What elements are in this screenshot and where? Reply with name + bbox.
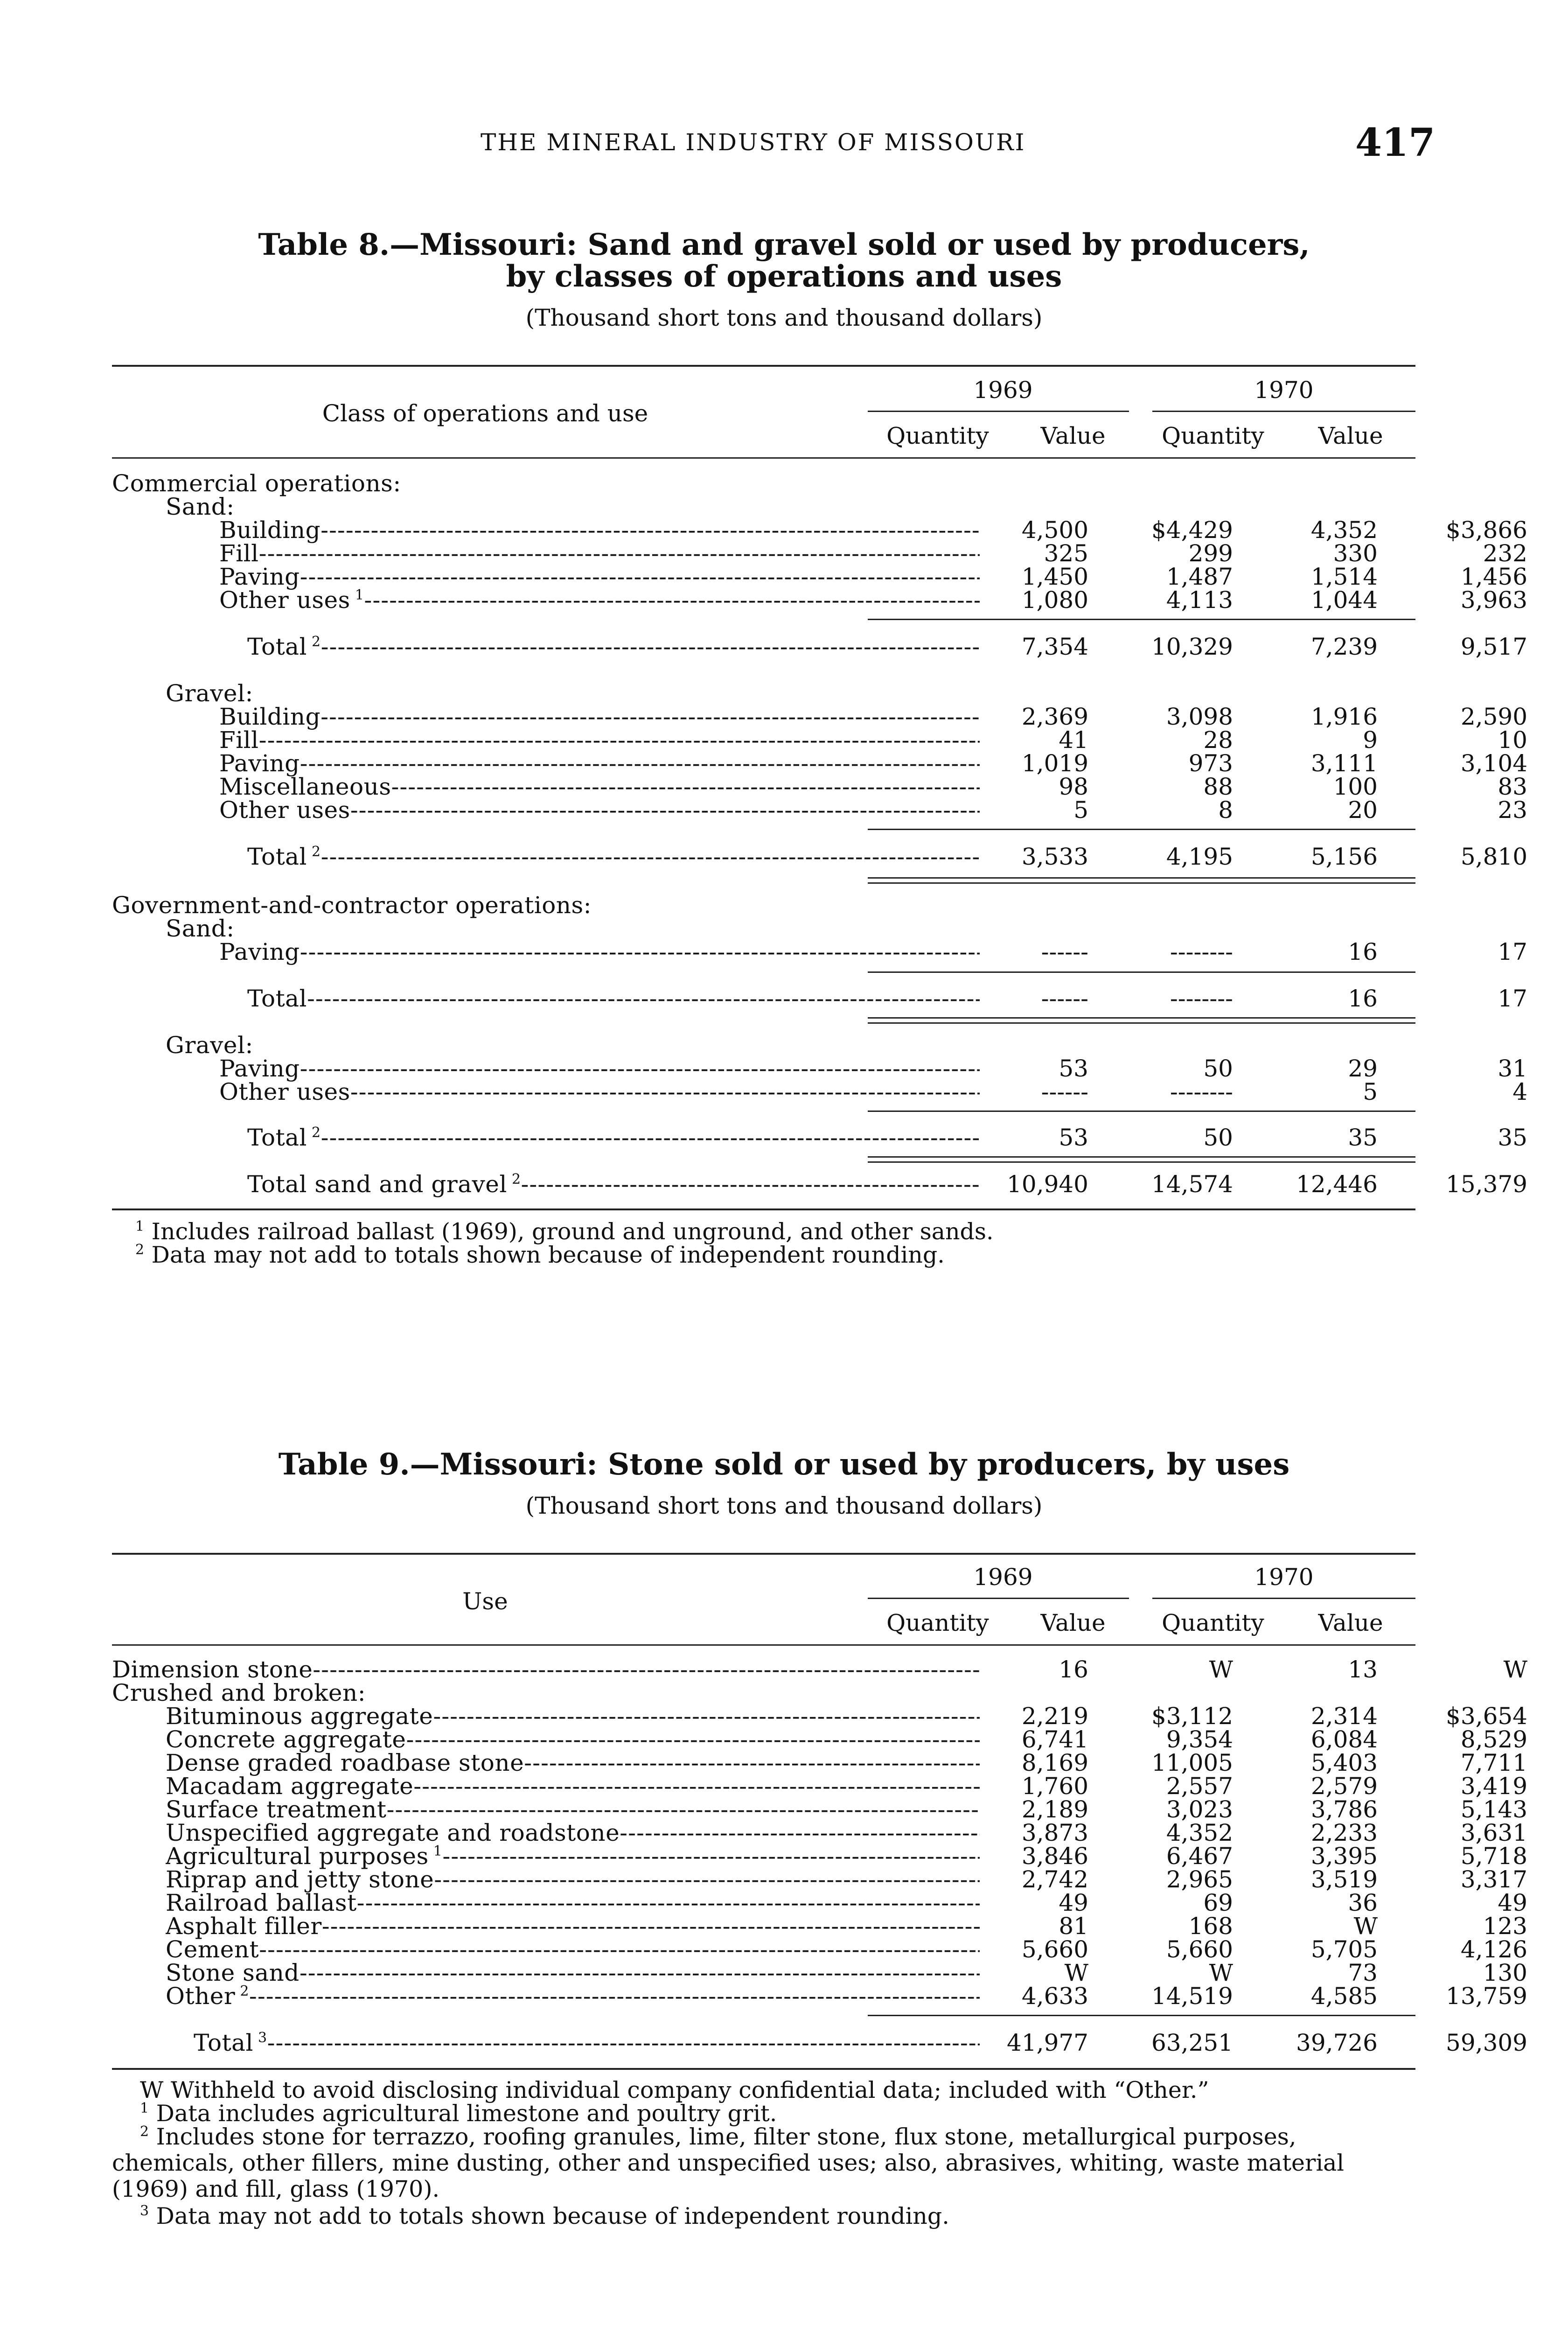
- table9-row: Macadam aggregate ----- 1,760 2,557 2,579 3,419: [112, 1773, 1415, 1799]
- table8-row: Other uses $^1$ ----- 1,080 4,113 1,044 3,963: [112, 587, 1415, 613]
- table9-row: Unspecified aggregate and roadstone ----- 3,873 4,352 2,233 3,631: [112, 1820, 1415, 1846]
- table9-row: Surface treatment ----- 2,189 3,023 3,786 5,143: [112, 1796, 1415, 1823]
- table8-title-line1: Table 8.—Missouri: Sand and gravel sold or used by producers,: [258, 227, 1310, 262]
- table8-gov-sand-subtotal-rule: [868, 971, 1415, 973]
- table8-row: Other uses ----- 5 8 20 23: [112, 797, 1415, 823]
- table8-row: Paving ----- 53 50 29 31: [112, 1055, 1415, 1082]
- table8-header-rule: [112, 457, 1415, 459]
- table9-year-1969: 1969: [973, 1564, 1033, 1591]
- table9-bottom-rule: [112, 2068, 1415, 2070]
- table8-gov-gravel-double-rule: [868, 1156, 1415, 1163]
- table9-stub-head: Use: [462, 1588, 508, 1615]
- table9-row: Riprap and jetty stone ----- 2,742 2,965 3,519 3,317: [112, 1866, 1415, 1893]
- table8-section-commercial: Commercial operations:: [112, 470, 401, 496]
- table8-row-sand-total: Total $^2$ ----- 7,354 10,329 7,239 9,517: [112, 634, 1415, 660]
- table9-row-dimension: Dimension stone ----- 16 W 13 W: [112, 1656, 1415, 1683]
- table8-stub-head: Class of operations and use: [322, 400, 648, 427]
- table9-row: Cement ----- 5,660 5,660 5,705 4,126: [112, 1936, 1415, 1963]
- table8-row: Building ----- 4,500 $4,429 4,352 $3,866: [112, 517, 1415, 543]
- table9-footnote-1: $^1$ Data includes agricultural limestone and poultry grit.: [140, 2100, 777, 2127]
- table8-footnote-1: $^1$ Includes railroad ballast (1969), ground and unground, and other sands.: [135, 1218, 994, 1245]
- table8-bottom-rule: [112, 1208, 1415, 1210]
- table9-subtitle: (Thousand short tons and thousand dollars): [525, 1492, 1043, 1519]
- table8-row: Paving ----- 1,019 973 3,111 3,104: [112, 750, 1415, 776]
- table8-col-quantity-1969: Quantity: [886, 422, 989, 449]
- table9-col-quantity-1969: Quantity: [886, 1609, 989, 1636]
- table8-col-value-1969: Value: [1040, 422, 1106, 449]
- table8-row-grand-total: Total sand and gravel $^2$ ----- 10,940 14,574 12,446 15,379: [112, 1171, 1415, 1197]
- table9-footnote-2: $^2$ Includes stone for terrazzo, roofing granules, lime, filter stone, flux stone, metallurgical purposes, chemicals, other fillers, mine dusting, other and unspecified uses; also, abrasives, whiting, waste material (1969) and fill, glass (1970).: [112, 2123, 1344, 2202]
- table9-row: Asphalt filler ----- 81 168 W 123: [112, 1913, 1415, 1939]
- table8-row: Paving ----- 1,450 1,487 1,514 1,456: [112, 564, 1415, 590]
- table8-group-gravel: Gravel:: [166, 680, 253, 706]
- table9-year-1970: 1970: [1254, 1564, 1314, 1591]
- table9-row: Bituminous aggregate ----- 2,219 $3,112 2,314 $3,654: [112, 1703, 1415, 1729]
- table9-row: Stone sand ----- W W 73 130: [112, 1960, 1415, 1986]
- table9-col-value-1970: Value: [1318, 1609, 1383, 1636]
- table8-year-rule-1970: [1152, 411, 1415, 412]
- table9-title: Table 9.—Missouri: Stone sold or used by producers, by uses: [278, 1447, 1290, 1482]
- table8-group-gov-sand: Sand:: [166, 915, 235, 942]
- table8-group-gov-gravel: Gravel:: [166, 1032, 253, 1058]
- table9-header-rule: [112, 1644, 1415, 1646]
- table8-row-gravel-total: Total $^2$ ----- 3,533 4,195 5,156 5,810: [112, 844, 1415, 870]
- table9-col-value-1969: Value: [1040, 1609, 1106, 1636]
- table9-col-quantity-1970: Quantity: [1162, 1609, 1264, 1636]
- table8-year-rule-1969: [868, 411, 1129, 412]
- table8-section-government: Government-and-contractor operations:: [112, 892, 592, 918]
- table8-gravel-subtotal-rule: [868, 829, 1415, 830]
- table8-row-gov-gravel-total: Total $^2$ ----- 53 50 35 35: [112, 1125, 1415, 1151]
- table8-row: Building ----- 2,369 3,098 1,916 2,590: [112, 704, 1415, 730]
- table8-top-rule: [112, 365, 1415, 367]
- table9-group-crushed: Crushed and broken:: [112, 1680, 366, 1706]
- table9-row: Dense graded roadbase stone ----- 8,169 11,005 5,403 7,711: [112, 1750, 1415, 1776]
- table9-row: Agricultural purposes $^1$ ----- 3,846 6,467 3,395 5,718: [112, 1843, 1415, 1869]
- table8-row: Fill ----- 325 299 330 232: [112, 540, 1415, 566]
- table8-gov-sand-double-rule: [868, 1017, 1415, 1024]
- table9-row-total: Total $^3$ ----- 41,977 63,251 39,726 59,309: [112, 2030, 1415, 2056]
- table8-col-value-1970: Value: [1318, 422, 1383, 449]
- table9-top-rule: [112, 1553, 1415, 1555]
- table8-row: Other uses ----- ------ -------- 5 4: [112, 1079, 1415, 1105]
- table8-row: Miscellaneous ----- 98 88 100 83: [112, 774, 1415, 800]
- table8-year-1969: 1969: [973, 377, 1033, 404]
- table8-commercial-double-rule: [868, 877, 1415, 884]
- table8-title-line2: by classes of operations and uses: [506, 259, 1062, 294]
- table8-year-1970: 1970: [1254, 377, 1314, 404]
- table8-row-gov-sand-total: Total ----- ------ -------- 16 17: [112, 985, 1415, 1012]
- table9-year-rule-1970: [1152, 1598, 1415, 1599]
- table9-footnote-w: W Withheld to avoid disclosing individual company confidential data; included with “Other.”: [140, 2077, 1209, 2103]
- table9-row: Other $^2$ ----- 4,633 14,519 4,585 13,759: [112, 1983, 1415, 2009]
- table8-col-quantity-1970: Quantity: [1162, 422, 1264, 449]
- table9-year-rule-1969: [868, 1598, 1129, 1599]
- table8-sand-subtotal-rule: [868, 619, 1415, 620]
- table8-footnote-2: $^2$ Data may not add to totals shown because of independent rounding.: [135, 1242, 945, 1268]
- table9-row: Railroad ballast ----- 49 69 36 49: [112, 1890, 1415, 1916]
- table8-group-sand: Sand:: [166, 494, 235, 520]
- table8-subtitle: (Thousand short tons and thousand dollars): [525, 304, 1043, 331]
- running-head: THE MINERAL INDUSTRY OF MISSOURI: [481, 129, 1026, 156]
- table8-gov-gravel-subtotal-rule: [868, 1111, 1415, 1112]
- table8-row: Fill ----- 41 28 9 10: [112, 727, 1415, 753]
- table9-subtotal-rule: [868, 2015, 1415, 2016]
- table9-footnote-3: $^3$ Data may not add to totals shown because of independent rounding.: [140, 2203, 949, 2229]
- page-number: 417: [1355, 120, 1436, 165]
- table8-row: Paving ----- ------ -------- 16 17: [112, 939, 1415, 965]
- table9-row: Concrete aggregate ----- 6,741 9,354 6,084 8,529: [112, 1726, 1415, 1753]
